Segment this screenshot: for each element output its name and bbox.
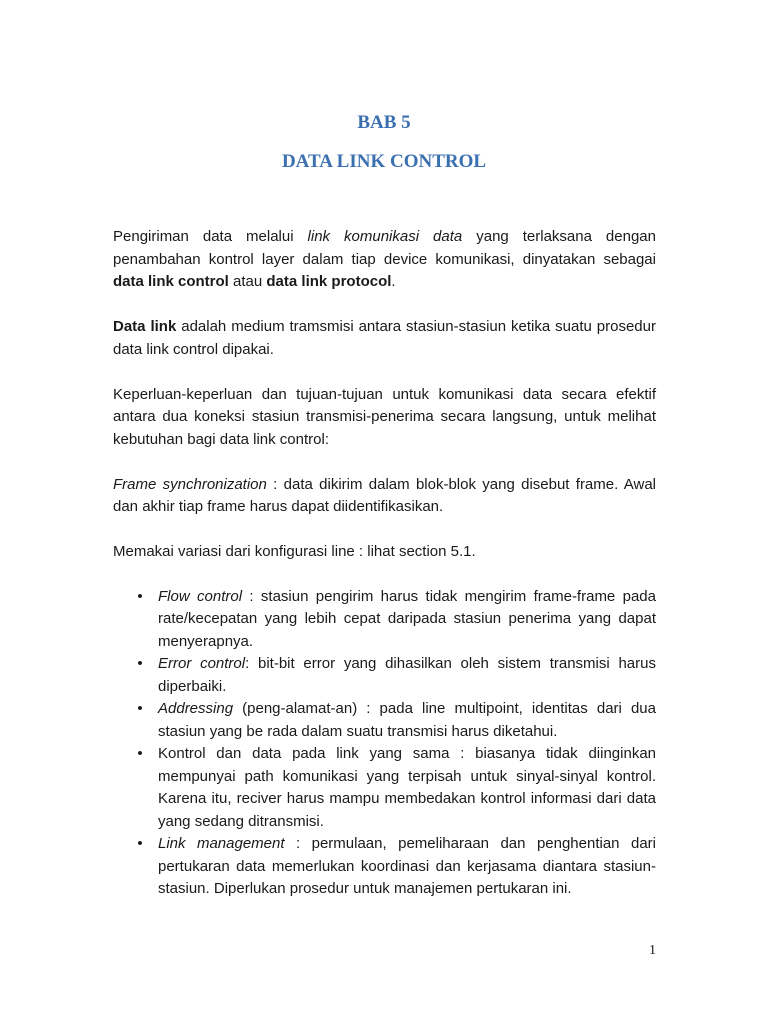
bold-term: data link control: [113, 273, 229, 290]
paragraph-data-link: Data link adalah medium tramsmisi antara stasiun-stasiun ketika suatu prosedur data link control dipakai.: [113, 318, 656, 358]
italic-term: Link management: [158, 835, 285, 852]
list-item: • Kontrol dan data pada link yang sama : biasanya tidak diinginkan mempunyai path komunikasi yang terpisah untuk sinyal-sinyal kontrol. Karena itu, reciver harus mampu membedakan kontrol informasi dari data yang sedang ditransmisi.: [113, 743, 656, 833]
list-item: • Flow control : stasiun pengirim harus tidak mengirim frame-frame pada rate/kecepatan yang lebih cepat daripada stasiun penerima yang dapat menyerapnya.: [113, 586, 656, 654]
requirements-list: [113, 586, 656, 901]
page-number: 1: [649, 943, 656, 958]
bullet-icon: •: [137, 835, 143, 852]
chapter-heading: BAB 5: [357, 112, 411, 133]
list-item: • Link management : permulaan, pemeliharaan dan penghentian dari pertukaran data memerlukan koordinasi dan kerjasama diantara stasiun-stasiun. Diperlukan prosedur untuk manajemen pertukaran ini.: [113, 833, 656, 901]
bold-term: data link protocol: [266, 273, 392, 290]
italic-term: Error control: [158, 655, 246, 672]
bullet-icon: •: [137, 587, 143, 605]
list-item: • Addressing (peng-alamat-an) : pada line multipoint, identitas dari dua stasiun yang be rada dalam suatu transmisi harus diketahui.: [113, 698, 656, 743]
italic-term: Flow control: [158, 587, 243, 605]
bullet-icon: •: [137, 700, 143, 717]
italic-term: Frame synchronization: [113, 475, 267, 493]
paragraph-intro: Pengiriman data melalui link komunikasi data yang terlaksana dengan penambahan kontrol layer dalam tiap device komunikasi, dinyatakan sebagai data link control atau data link protocol.: [113, 228, 656, 290]
italic-term: Addressing: [158, 700, 234, 717]
italic-term: link komunikasi data: [307, 228, 463, 245]
bold-term: Data link: [113, 318, 177, 335]
chapter-title: DATA LINK CONTROL: [281, 151, 487, 172]
paragraph-requirements: Keperluan-keperluan dan tujuan-tujuan untuk komunikasi data secara efektif antara dua koneksi stasiun transmisi-penerima secara langsung, untuk melihat kebutuhan bagi data link control:: [113, 385, 656, 448]
bullet-icon: •: [137, 745, 143, 762]
bullet-icon: •: [137, 655, 143, 672]
document-body: [113, 226, 656, 901]
list-item: • Error control: bit-bit error yang dihasilkan oleh sistem transmisi harus diperbaiki.: [113, 653, 656, 698]
paragraph-line-config: Memakai variasi dari konfigurasi line : lihat section 5.1.: [113, 543, 476, 560]
paragraph-frame-sync: Frame synchronization : data dikirim dalam blok-blok yang disebut frame. Awal dan akhir tiap frame harus dapat diidentifikasikan.: [113, 475, 657, 515]
